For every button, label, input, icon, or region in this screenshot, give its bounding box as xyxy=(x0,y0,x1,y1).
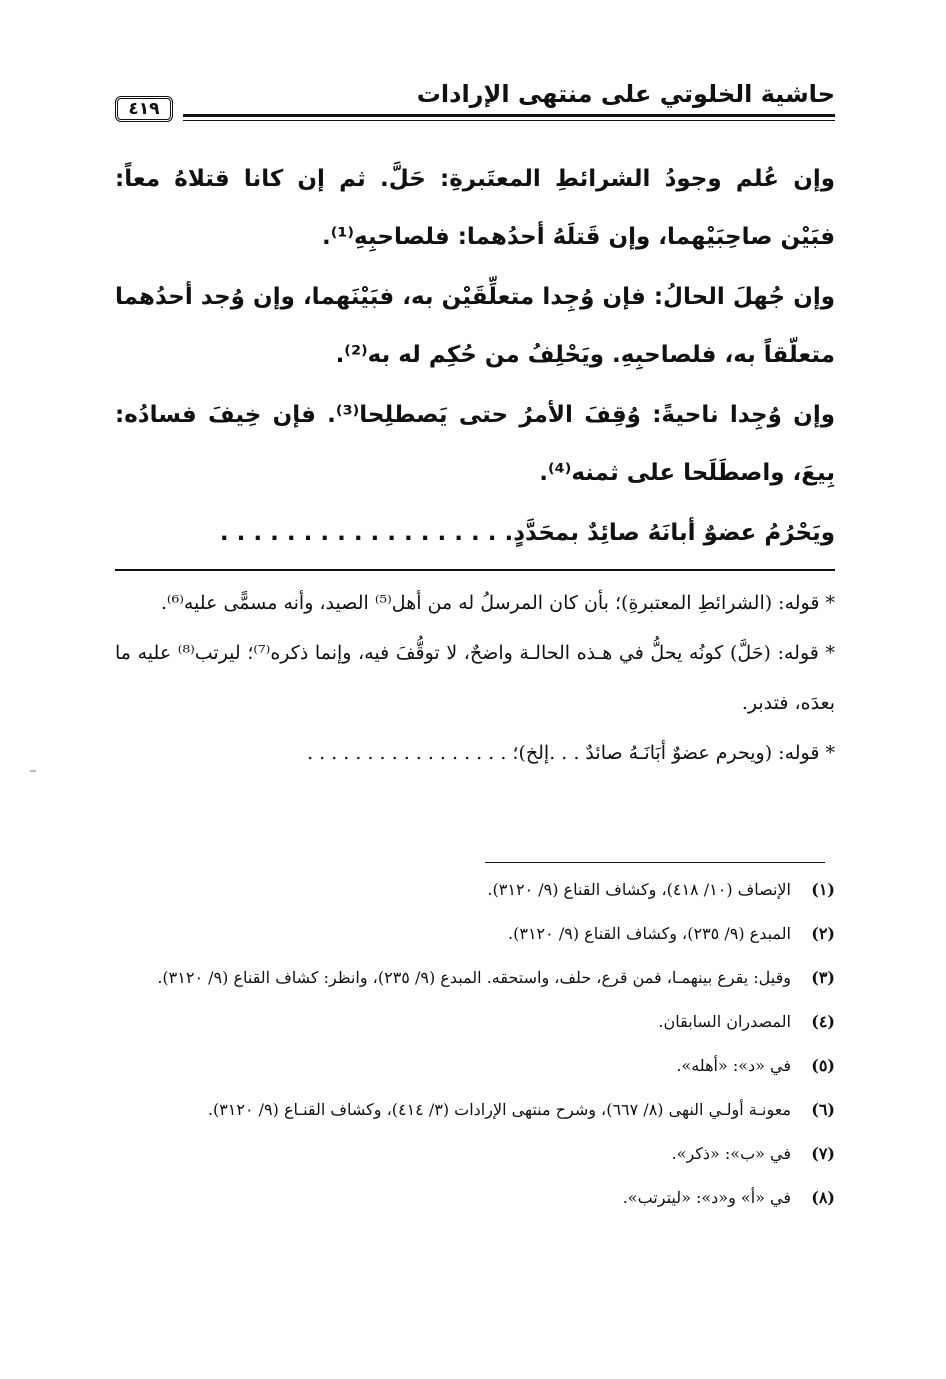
commentary-item: * قوله: (ويحرم عضوٌ أبَانَـهُ صائدٌ . . .إلخ)؛ . . . . . . . . . . . . . . . . . xyxy=(307,742,835,764)
footnote xyxy=(115,1138,835,1170)
footnote-number: (٤) xyxy=(811,1012,835,1031)
header-title: حاشية الخلوتي على منتهى الإرادات xyxy=(416,80,835,108)
footnote xyxy=(115,962,835,994)
scan-speck xyxy=(30,770,36,772)
footnote-text: في «د»: «أهله». xyxy=(676,1056,791,1075)
header-rule xyxy=(183,114,835,117)
footnote-number: (٨) xyxy=(811,1188,835,1207)
footnote-number: (٥) xyxy=(811,1056,835,1075)
footnote xyxy=(115,918,835,950)
main-paragraph: وإن وُجِدا ناحيةً: وُقِفَ الأمرُ حتى يَصطلِحا⁽³⁾. فإن خِيفَ فسادُه: بِيعَ، واصطَلَحا على ثمنه⁽⁴⁾. xyxy=(115,402,835,486)
footnote-text: الإنصاف (١٠/ ٤١٨)، وكشاف القناع (٩/ ٣١٢٠). xyxy=(487,880,791,899)
commentary xyxy=(115,578,835,778)
main-text xyxy=(115,150,835,564)
section-divider xyxy=(115,569,835,571)
footnote xyxy=(115,1050,835,1082)
footnote xyxy=(115,1094,835,1126)
footnote xyxy=(115,1182,835,1214)
footnote-number: (٧) xyxy=(811,1144,835,1163)
footnote xyxy=(115,874,835,906)
footnote-text: في «أ» و«د»: «ليترتب». xyxy=(622,1188,791,1207)
footnote xyxy=(115,1006,835,1038)
footnote-text: معونـة أولـي النهى (٨/ ٦٦٧)، وشرح منتهى الإرادات (٣/ ٤١٤)، وكشاف القنـاع (٩/ ٣١٢٠). xyxy=(207,1100,791,1119)
main-paragraph: وإن جُهلَ الحالُ: فإن وُجِدا متعلِّقَيْن به، فبَيْنَهما، وإن وُجد أحدُهما متعلّقاً به، فلصاحبِهِ. ويَحْلِفُ من حُكِم له به⁽²⁾. xyxy=(115,284,835,368)
header-rule-thin xyxy=(183,120,835,121)
footnote-text: في «ب»: «ذكر». xyxy=(671,1144,791,1163)
main-paragraph: ويَحْرُمُ عضوٌ أبانَهُ صائِدٌ بمحَدَّدٍ. . . . . . . . . . . . . . . . . . xyxy=(219,520,835,546)
commentary-item: * قوله: (الشرائطِ المعتبرةِ)؛ بأن كان المرسلُ له من أهل⁽⁵⁾ الصيد، وأنه مسمًّى عليه⁽⁶⁾. xyxy=(160,592,835,614)
footnotes xyxy=(115,874,835,1226)
running-header xyxy=(115,72,835,124)
footnote-divider xyxy=(485,862,825,863)
footnote-number: (٣) xyxy=(811,968,835,987)
commentary-item: * قوله: (حَلَّ) كونُه يحلُّ في هـذه الحالـة واضحٌ، لا توقُّفَ فيه، وإنما ذكره⁽⁷⁾؛ ليرتب⁽⁸⁾ عليه ما بعدَه، فتدبر. xyxy=(115,642,835,714)
footnote-number: (٦) xyxy=(811,1100,835,1119)
footnote-number: (٢) xyxy=(811,924,835,943)
footnote-text: المبدع (٩/ ٢٣٥)، وكشاف القناع (٩/ ٣١٢٠). xyxy=(508,924,791,943)
footnote-text: وقيل: يقرع بينهمـا، فمن قرع، حلف، واستحقه. المبدع (٩/ ٢٣٥)، وانظر: كشاف القناع (٩/ ٣١٢٠). xyxy=(157,968,791,987)
main-paragraph: وإن عُلم وجودُ الشرائطِ المعتَبرةِ: حَلَّ. ثم إن كانا قتلاهُ معاً: فبَيْن صاحِبَيْهما، وإن قَتلَهُ أحدُهما: فلصاحبِهِ⁽¹⁾. xyxy=(115,166,835,250)
footnote-text: المصدران السابقان. xyxy=(658,1012,791,1031)
footnote-number: (١) xyxy=(811,880,835,899)
page-number: ٤١٩ xyxy=(115,96,173,122)
